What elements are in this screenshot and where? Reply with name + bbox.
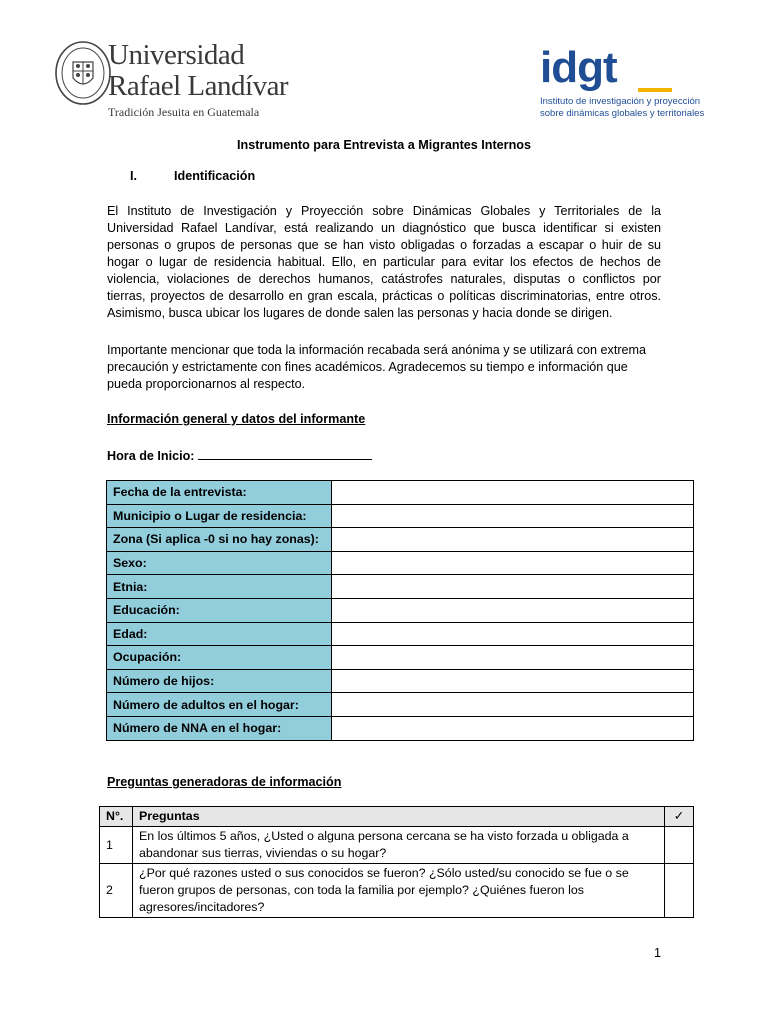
university-seal-logo — [55, 40, 111, 106]
info-label: Municipio o Lugar de residencia: — [107, 504, 332, 528]
info-value-cell[interactable] — [332, 551, 694, 575]
university-name-line1: Universidad — [108, 39, 245, 71]
info-value-cell[interactable] — [332, 481, 694, 505]
section-heading — [130, 168, 255, 185]
document-title: Instrumento para Entrevista a Migrantes Internos — [237, 138, 531, 152]
info-heading: Información general y datos del informante — [107, 412, 366, 426]
question-number: 1 — [100, 827, 133, 864]
table-row — [100, 864, 694, 918]
section-number: I. — [130, 169, 137, 183]
idgt-logo-bar — [638, 88, 672, 92]
info-label: Fecha de la entrevista: — [107, 481, 332, 505]
questions-table — [99, 806, 694, 918]
start-time-blank[interactable] — [198, 447, 372, 460]
info-label: Zona (Si aplica -0 si no hay zonas): — [107, 528, 332, 552]
start-time-label: Hora de Inicio: — [107, 449, 195, 463]
university-name — [108, 40, 288, 120]
start-time-field — [107, 447, 372, 465]
page-number: 1 — [654, 946, 662, 960]
section-title: Identificación — [174, 169, 256, 183]
info-label: Ocupación: — [107, 646, 332, 670]
table-row — [107, 551, 694, 575]
question-check-cell[interactable] — [665, 827, 694, 864]
info-label: Educación: — [107, 598, 332, 622]
info-label: Número de adultos en el hogar: — [107, 693, 332, 717]
question-check-cell[interactable] — [665, 864, 694, 918]
table-row — [107, 481, 694, 505]
info-value-cell[interactable] — [332, 598, 694, 622]
university-motto: Tradición Jesuita en Guatemala — [108, 105, 260, 119]
info-value-cell[interactable] — [332, 646, 694, 670]
informant-info-table — [106, 480, 694, 741]
questions-heading: Preguntas generadoras de información — [107, 775, 342, 789]
idgt-logo — [540, 43, 705, 120]
checkmark-icon: ✓ — [665, 807, 694, 827]
column-header-number: N°. — [100, 807, 133, 827]
info-label: Sexo: — [107, 551, 332, 575]
table-row — [107, 504, 694, 528]
info-value-cell[interactable] — [332, 716, 694, 740]
table-row — [107, 622, 694, 646]
info-value-cell[interactable] — [332, 622, 694, 646]
info-value-cell[interactable] — [332, 669, 694, 693]
table-row — [100, 827, 694, 864]
idgt-subtitle-line1: Instituto de investigación y proyección — [540, 96, 701, 107]
question-text: En los últimos 5 años, ¿Usted o alguna persona cercana se ha visto forzada u obligada a abandonar sus tierras, viviendas o su hogar? — [133, 827, 665, 864]
table-row — [107, 669, 694, 693]
university-name-line2: Rafael Landívar — [108, 70, 289, 102]
question-number: 2 — [100, 864, 133, 918]
table-row — [107, 575, 694, 599]
info-label: Edad: — [107, 622, 332, 646]
info-label: Etnia: — [107, 575, 332, 599]
info-value-cell[interactable] — [332, 528, 694, 552]
info-value-cell[interactable] — [332, 504, 694, 528]
table-row — [107, 716, 694, 740]
table-row — [107, 528, 694, 552]
info-value-cell[interactable] — [332, 575, 694, 599]
info-label: Número de NNA en el hogar: — [107, 716, 332, 740]
table-row — [107, 598, 694, 622]
table-row — [107, 646, 694, 670]
intro-paragraph: El Instituto de Investigación y Proyección sobre Dinámicas Globales y Territoriales de la Universidad Rafael Landívar, está realizando un diagnóstico que busca identificar si existen personas o grupos de personas que se han visto obligadas o forzadas a escapar o huir de su hogar o lugar de residencia habitual. Ello, en particular para evitar los efectos de hechos de violencia, violaciones de derechos humanos, catástrofes naturales, disputas o conflictos por tierras, proyectos de desarrollo en gran escala, prácticas o políticas discriminatorias, entre otros. Asimismo, busca ubicar los lugares de donde salen las personas y hacia donde se dirigen. — [107, 204, 661, 320]
idgt-subtitle-line2: sobre dinámicas globales y territoriales — [540, 108, 705, 119]
idgt-logo-word: idgt — [540, 43, 617, 92]
table-row — [107, 693, 694, 717]
privacy-paragraph: Importante mencionar que toda la información recabada será anónima y se utilizará con extrema precaución y estrictamente con fines académicos. Agradecemos su tiempo e información que pueda proporcionarnos al respecto. — [107, 343, 647, 391]
table-header-row — [100, 807, 694, 827]
question-text: ¿Por qué razones usted o sus conocidos se fueron? ¿Sólo usted/su conocido se fue o se fueron grupos de personas, con toda la familia por ejemplo? ¿Quiénes fueron los agresores/incitadores? — [133, 864, 665, 918]
column-header-questions: Preguntas — [133, 807, 665, 827]
info-label: Número de hijos: — [107, 669, 332, 693]
info-value-cell[interactable] — [332, 693, 694, 717]
